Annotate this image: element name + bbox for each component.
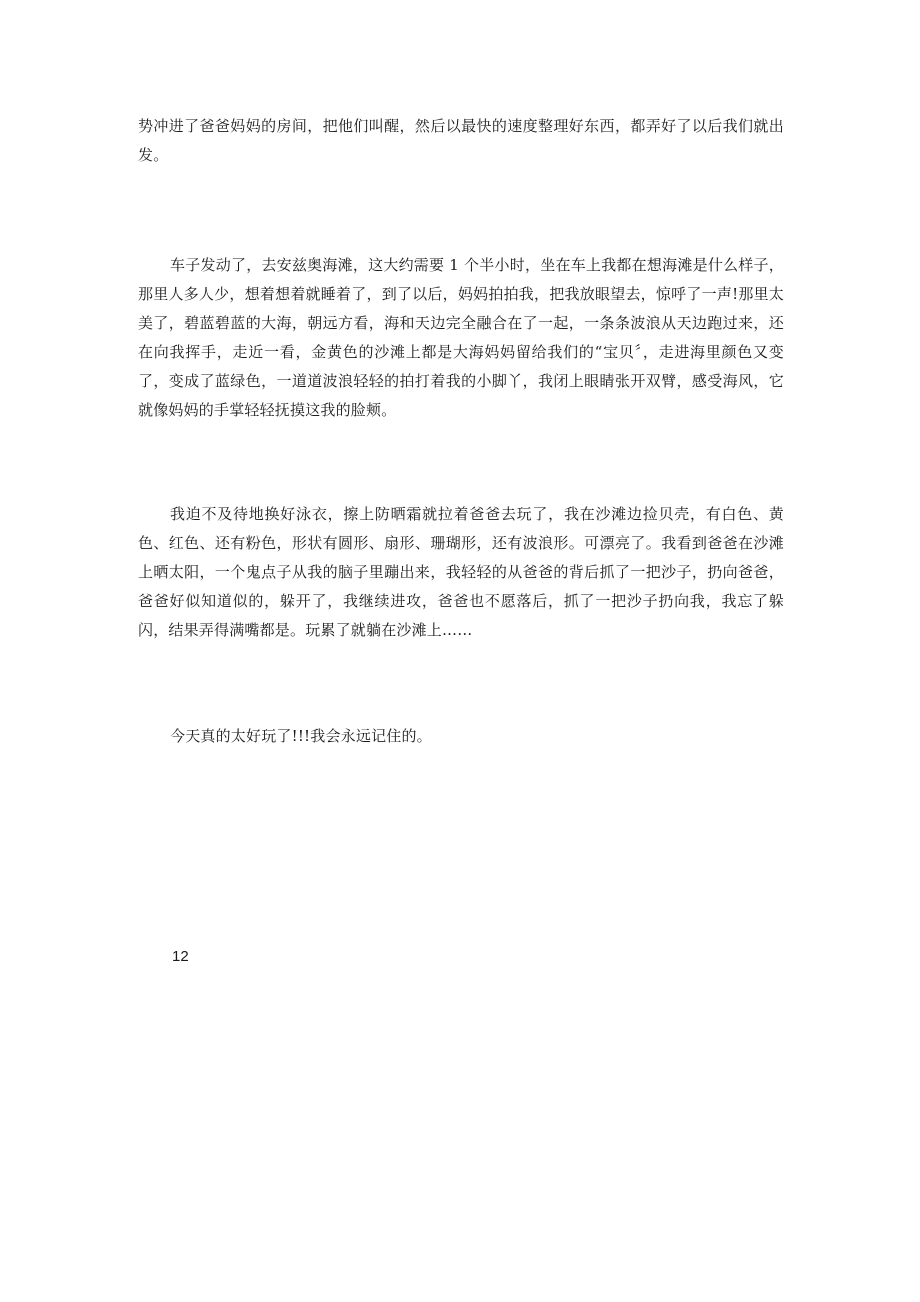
page-number: 12 bbox=[172, 948, 189, 965]
paragraph-conclusion: 今天真的太好玩了!!!我会永远记住的。 bbox=[170, 727, 432, 745]
paragraph-car-ride: 车子发动了，去安兹奥海滩，这大约需要 1 个半小时，坐在车上我都在想海滩是什么样子，那里人多人少，想着想着就睡着了，到了以后，妈妈拍拍我，把我放眼望去，惊呼了一声!那里太美了，碧蓝碧蓝的大海，朝远方看，海和天边完全融合在了一起，一条条波浪从天边跑过来，还在向我挥手，走近一看，金黄色的沙滩上都是大海妈妈留给我们的“宝贝〞，走进海里颜色又变了，变成了蓝绿色，一道道波浪轻轻的拍打着我的小脚丫，我闭上眼睛张开双臂，感受海风，它就像妈妈的手掌轻轻抚摸这我的脸颊。 bbox=[138, 256, 784, 419]
paragraph-beach-play: 我迫不及待地换好泳衣，擦上防晒霜就拉着爸爸去玩了，我在沙滩边捡贝壳，有白色、黄色、红色、还有粉色，形状有圆形、扇形、珊瑚形，还有波浪形。可漂亮了。我看到爸爸在沙滩上晒太阳，一个鬼点子从我的脑子里蹦出来，我轻轻的从爸爸的背后抓了一把沙子，扔向爸爸，爸爸好似知道似的，躲开了，我继续进攻，爸爸也不愿落后，抓了一把沙子扔向我，我忘了躲闪，结果弄得满嘴都是。玩累了就躺在沙滩上…… bbox=[138, 505, 784, 639]
paragraph-continuation: 势冲进了爸爸妈妈的房间，把他们叫醒，然后以最快的速度整理好东西，都弄好了以后我们就出发。 bbox=[138, 117, 784, 164]
